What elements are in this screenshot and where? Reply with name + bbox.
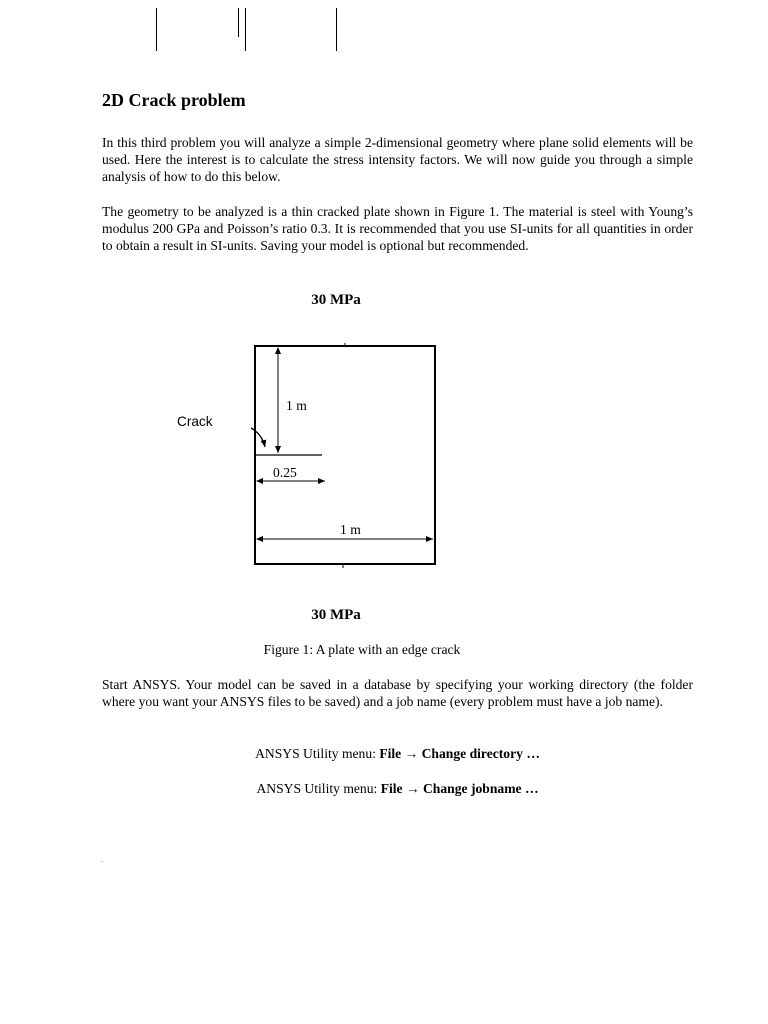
- menu-instruction-change-jobname: [102, 780, 693, 798]
- menu-instruction-change-directory: [102, 745, 693, 763]
- menu-command: File → Change directory …: [379, 746, 540, 761]
- menu-prefix: ANSYS Utility menu:: [255, 746, 380, 761]
- start-ansys-paragraph: Start ANSYS. Your model can be saved in a database by specifying your working directory (the folder where you want your ANSYS files to be saved) and a job name (every problem must have a job name).: [102, 677, 693, 710]
- crack-dimension-label: 0.25: [273, 465, 297, 480]
- figure-caption: Figure 1: A plate with an edge crack: [263, 642, 461, 657]
- width-dimension-label: 1 m: [340, 522, 361, 537]
- menu-prefix: ANSYS Utility menu:: [256, 781, 381, 796]
- footer-mark: .: [101, 854, 104, 864]
- height-dimension-label: 1 m: [286, 398, 307, 413]
- cracked-plate-figure: [150, 320, 470, 580]
- intro-paragraph: In this third problem you will analyze a simple 2-dimensional geometry where plane solid elements will be used. Here the interest is to calculate the stress intensity factors. We will now guide you through a simple analysis of how to do this below.: [102, 135, 693, 185]
- section-heading: 2D Crack problem: [102, 90, 246, 110]
- crack-pointer-arrow: [251, 428, 265, 447]
- menu-command: File → Change jobname …: [380, 781, 539, 796]
- top-rule-marks: [0, 0, 768, 60]
- top-load-label: 30 MPa: [311, 292, 361, 308]
- bottom-load-label: 30 MPa: [311, 607, 361, 623]
- crack-label: Crack: [177, 414, 213, 429]
- geometry-paragraph: The geometry to be analyzed is a thin cracked plate shown in Figure 1. The material is steel with Young’s modulus 200 GPa and Poisson’s ratio 0.3. It is recommended that you use SI-units for all quantities in order to obtain a result in SI-units. Saving your model is optional but recommended.: [102, 204, 693, 254]
